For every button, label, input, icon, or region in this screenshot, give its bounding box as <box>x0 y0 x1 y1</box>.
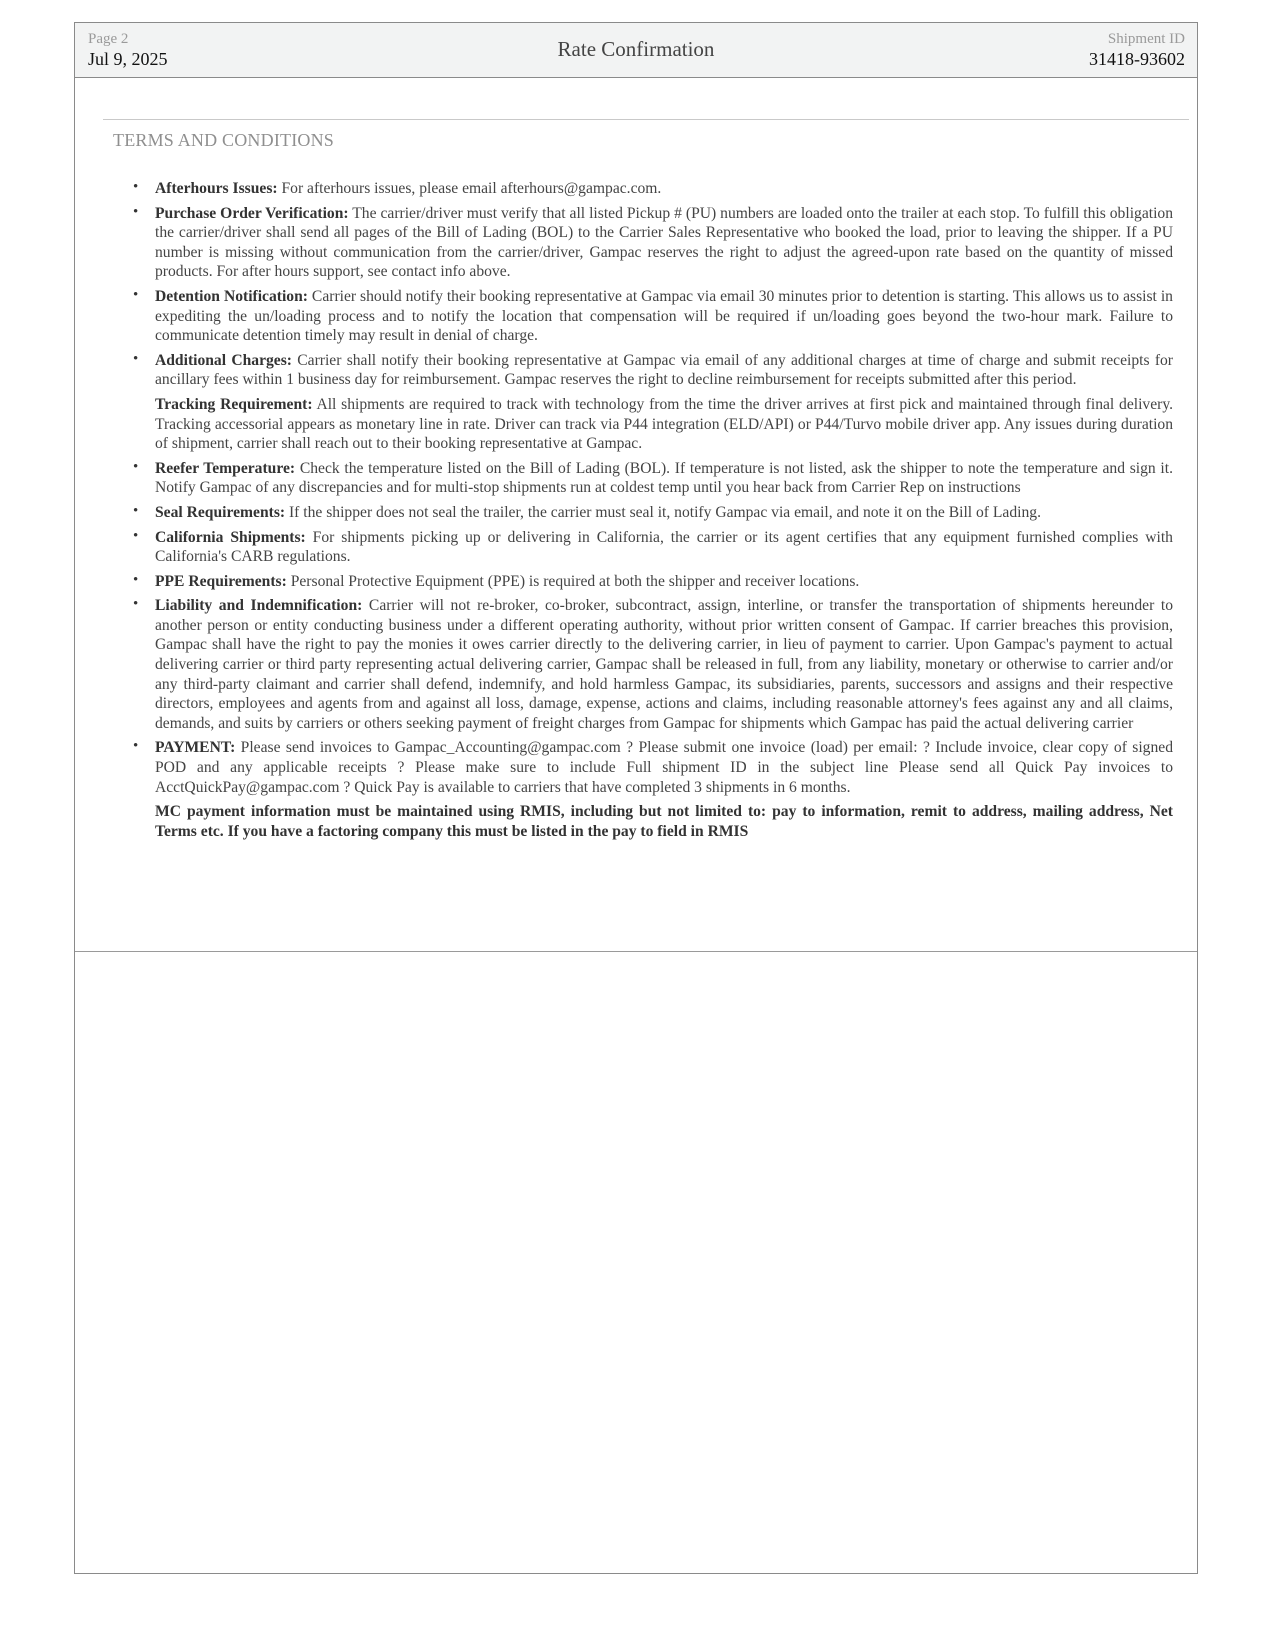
term-text: All shipments are required to track with technology from the time the driver arrives at first pick and maintained through final delivery. Tracking accessorial appears as monetary line in rate. Driver can track via P44 integration (ELD/API) or P44/Turvo mobile driver app. Any issues during duration of shipment, carrier shall reach out to their booking representative at Gampac. <box>155 395 1173 453</box>
term-label: California Shipments: <box>155 528 306 546</box>
term-purchase-order <box>133 203 1173 282</box>
bullet-icon: • <box>133 596 139 613</box>
term-text: The carrier/driver must verify that all listed Pickup # (PU) numbers are loaded onto the trailer at each stop. To fulfill this obligation the carrier/driver shall send all pages of the Bill of Lading (BOL) to the Carrier Sales Representative who booked the load, prior to leaving the shipper. If a PU number is missing without communication from the carrier/driver, Gampac reserves the right to adjust the agreed-upon rate based on the quantity of missed products. For after hours support, see contact info above. <box>155 204 1173 281</box>
bullet-icon: • <box>133 203 139 220</box>
document-frame <box>74 22 1198 1574</box>
terms-list <box>133 179 1173 846</box>
term-label: Additional Charges: <box>155 351 292 369</box>
header-right <box>1089 31 1185 70</box>
term-label: Reefer Temperature: <box>155 459 296 477</box>
term-afterhours <box>133 179 1173 199</box>
term-label: Tracking Requirement: <box>155 395 313 413</box>
term-label: PAYMENT: <box>155 739 236 757</box>
term-ppe <box>133 571 1173 592</box>
bullet-icon: • <box>133 179 139 195</box>
term-additional-charges <box>133 350 1173 390</box>
term-text: Personal Protective Equipment (PPE) is required at both the shipper and receiver locations. <box>286 572 860 590</box>
term-label: PPE Requirements: <box>155 572 287 590</box>
payment-rmis-note: MC payment information must be maintained using RMIS, including but not limited to: pay to information, remit to address, mailing address, Net Terms etc. If you have a factoring company this must be listed in the pay to field in RMIS <box>155 803 1173 840</box>
term-text: Carrier will not re-broker, co-broker, subcontract, assign, interline, or transfer the transportation of shipments hereunder to another person or entity conducting business under a different operating authority, without prior written consent of Gampac. If carrier breaches this provision, Gampac shall have the right to pay the monies it owes carrier directly to the delivering carrier, in lieu of payment to carrier. Upon Gampac's payment to actual delivering carrier or third party representing actual delivering carrier, Gampac shall be released in full, from any liability, monetary or otherwise to carrier and/or any third-party claimant and carrier shall defend, indemnify, and hold harmless Gampac, its subsidiaries, parents, successors and assigns and their respective directors, employees and agents from and against all loss, damage, expense, actions and claims, including reasonable attorney's fees against any and all claims, demands, and suits by carriers or others seeking payment of freight charges from Gampac for shipments which Gampac has paid the actual delivering carrier <box>155 597 1173 732</box>
term-california <box>133 527 1173 567</box>
term-text: Please send invoices to Gampac_Accounting@gampac.com ? Please submit one invoice (load) per email: ? Include invoice, clear copy of signed POD and any applicable receipts ? Please make sure to include Full shipment ID in the subject line Please send all Quick Pay invoices to AcctQuickPay@gampac.com ? Quick Pay is available to carriers that have completed 3 shipments in 6 months. <box>155 739 1173 796</box>
term-text: If the shipper does not seal the trailer, the carrier must seal it, notify Gampac via email, and note it on the Bill of Lading. <box>285 503 1041 521</box>
term-label: Liability and Indemnification: <box>155 597 363 615</box>
term-seal <box>133 502 1173 523</box>
shipment-id-value: 31418-93602 <box>1089 49 1185 69</box>
bullet-icon: • <box>133 286 139 303</box>
document-title: Rate Confirmation <box>557 37 715 61</box>
term-label: Seal Requirements: <box>155 503 286 521</box>
shipment-id-label: Shipment ID <box>1107 31 1185 47</box>
terms-bottom-divider <box>75 951 1197 952</box>
bullet-icon: • <box>133 571 139 588</box>
document-date: Jul 9, 2025 <box>88 49 168 69</box>
section-title: TERMS AND CONDITIONS <box>113 130 335 150</box>
term-text: For shipments picking up or delivering in California, the carrier or its agent certifies that any equipment furnished complies with California's CARB regulations. <box>155 528 1173 566</box>
bullet-icon: • <box>133 502 139 519</box>
term-text: Carrier should notify their booking representative at Gampac via email 30 minutes prior to detention is starting. This allows us to assist in expediting the un/loading process and to notify the location that compensation will be required if un/loading goes beyond the two-hour mark. Failure to communicate detention timely may result in denial of charge. <box>155 287 1173 345</box>
term-payment <box>133 738 1173 797</box>
term-text: Check the temperature listed on the Bill of Lading (BOL). If temperature is not listed, ask the shipper to note the temperature and sign it. Notify Gampac of any discrepancies and for multi-stop shipments run at coldest temp until you hear back from Carrier Rep on instructions <box>155 459 1173 497</box>
term-detention <box>133 286 1173 346</box>
bullet-icon: • <box>133 350 139 367</box>
page-header <box>75 23 1197 78</box>
section-divider <box>103 119 1189 120</box>
term-reefer <box>133 458 1173 498</box>
term-text: Carrier shall notify their booking representative at Gampac via email of any additional charges at time of charge and submit receipts for ancillary fees within 1 business day for reimbursement. Gampac reserves the right to decline reimbursement for receipts submitted after this period. <box>155 351 1173 389</box>
page-number: Page 2 <box>88 31 129 47</box>
bullet-icon: • <box>133 738 139 755</box>
bullet-icon: • <box>133 527 139 544</box>
term-text: For afterhours issues, please email afterhours@gampac.com. <box>277 180 662 197</box>
term-label: Afterhours Issues: <box>155 180 278 197</box>
term-tracking <box>155 395 1173 454</box>
term-label: Purchase Order Verification: <box>155 204 349 222</box>
bullet-icon: • <box>133 458 139 475</box>
term-liability <box>133 596 1173 733</box>
term-label: Detention Notification: <box>155 287 308 305</box>
